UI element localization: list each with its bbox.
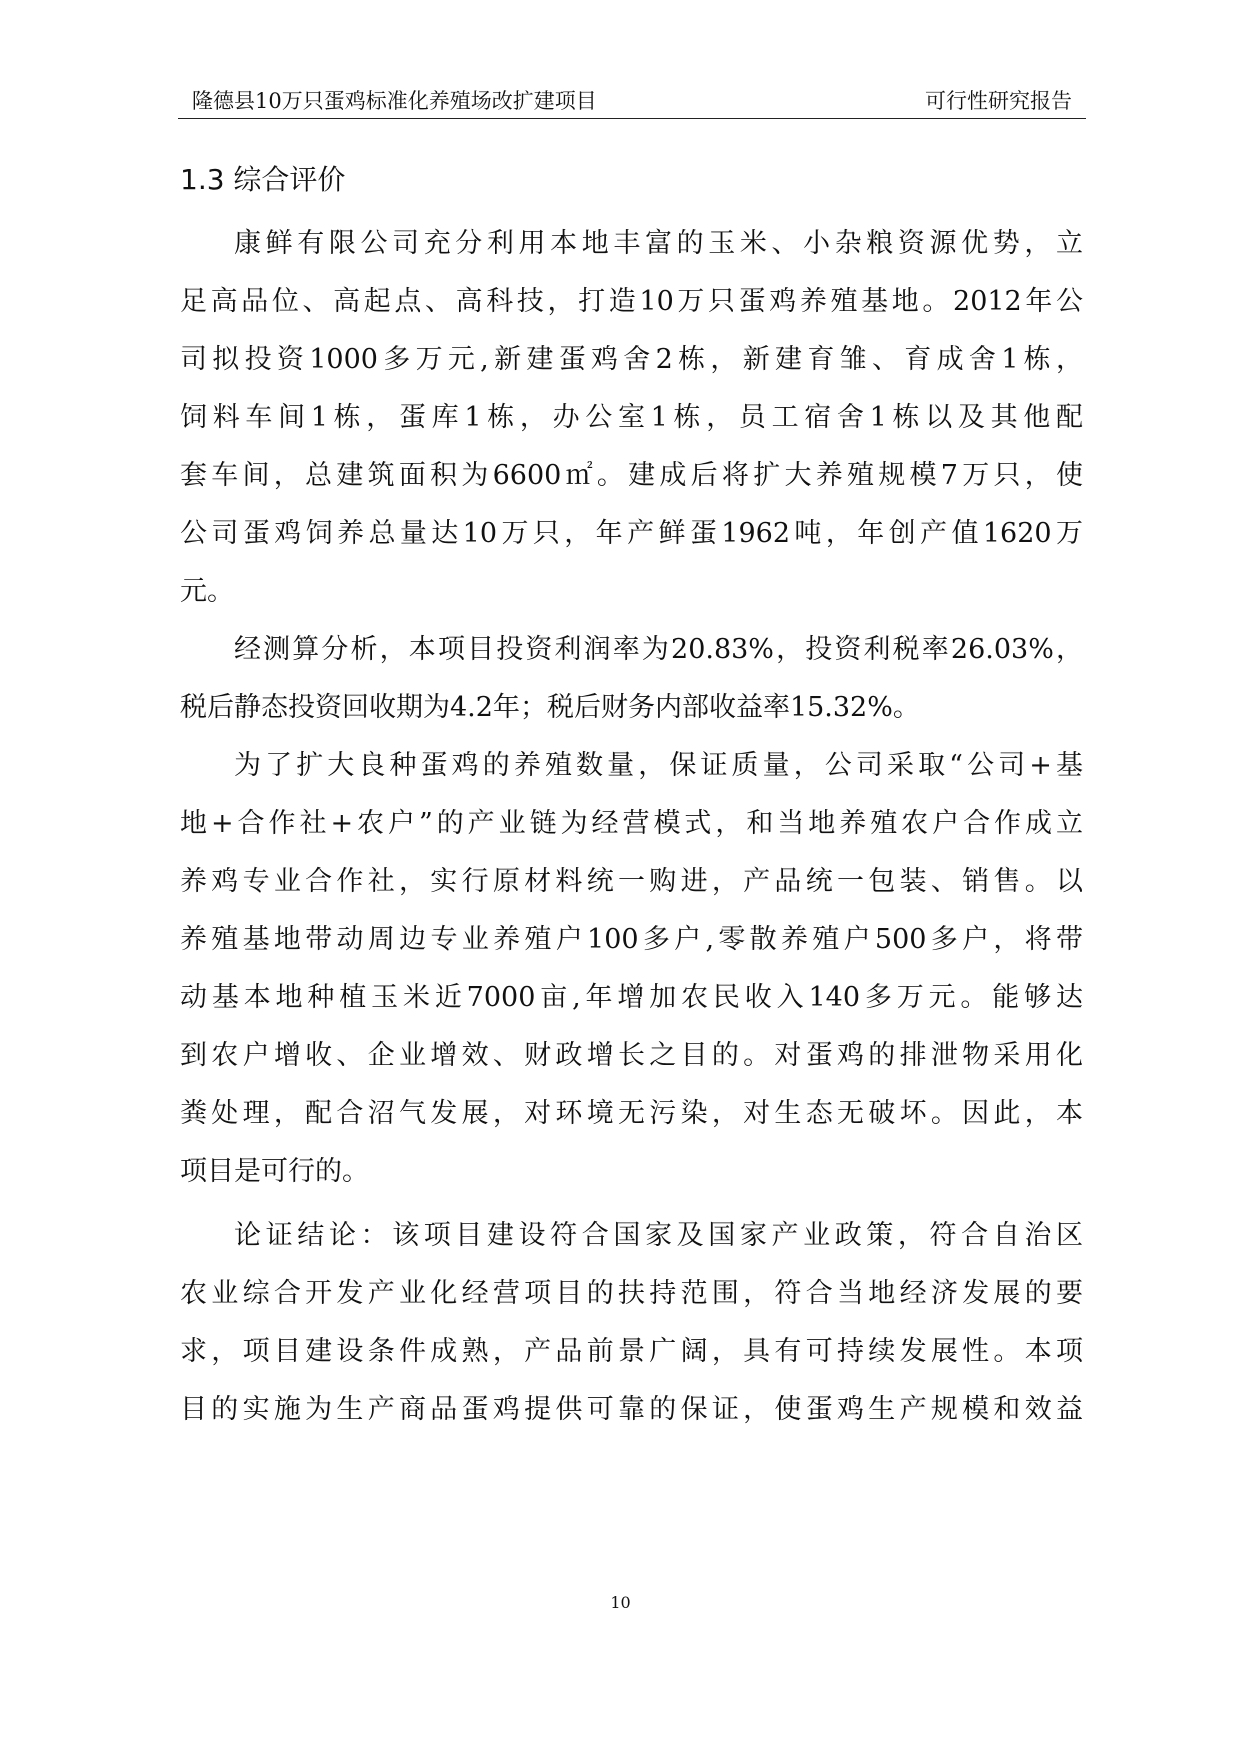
text-line: 元。: [180, 576, 234, 607]
text-line: 足高品位、高起点、高科技，打造10万只蛋鸡养殖基地。2012年公: [180, 286, 1083, 317]
text-line: 经测算分析，本项目投资利润率为20.83%，投资利税率26.03%，: [234, 634, 1083, 665]
text-line: 养殖基地带动周边专业养殖户100多户,零散养殖户500多户，将带: [180, 924, 1083, 955]
text-line: 目的实施为生产商品蛋鸡提供可靠的保证，使蛋鸡生产规模和效益: [180, 1394, 1083, 1425]
text-line: 动基本地种植玉米近7000亩,年增加农民收入140多万元。能够达: [180, 982, 1083, 1013]
text-line: 为了扩大良种蛋鸡的养殖数量，保证质量，公司采取“公司+基: [234, 750, 1083, 781]
text-line: 求，项目建设条件成熟，产品前景广阔，具有可持续发展性。本项: [180, 1336, 1083, 1367]
text-line: 粪处理，配合沼气发展，对环境无污染，对生态无破坏。因此，本: [180, 1098, 1083, 1129]
text-line: 农业综合开发产业化经营项目的扶持范围，符合当地经济发展的要: [180, 1278, 1083, 1309]
text-line: 康鲜有限公司充分利用本地丰富的玉米、小杂粮资源优势，立: [234, 228, 1083, 259]
text-line: 司拟投资1000多万元,新建蛋鸡舍2栋，新建育雏、育成舍1栋，: [180, 344, 1083, 375]
section-title: 1.3 综合评价: [180, 163, 346, 196]
text-line: 套车间，总建筑面积为6600㎡。建成后将扩大养殖规模7万只，使: [180, 460, 1083, 491]
page-header: [178, 84, 1086, 119]
header-report-type: 可行性研究报告: [925, 89, 1072, 113]
text-line: 税后静态投资回收期为4.2年；税后财务内部收益率15.32%。: [180, 692, 920, 723]
text-line: 养鸡专业合作社，实行原材料统一购进，产品统一包装、销售。以: [180, 866, 1083, 897]
text-line: 公司蛋鸡饲养总量达10万只，年产鲜蛋1962吨，年创产值1620万: [180, 518, 1083, 549]
header-document-title: 隆德县10万只蛋鸡标准化养殖场改扩建项目: [192, 89, 597, 113]
text-line: 论证结论：该项目建设符合国家及国家产业政策，符合自治区: [234, 1220, 1083, 1251]
text-line: 地+合作社+农户”的产业链为经营模式，和当地养殖农户合作成立: [180, 808, 1083, 839]
text-line: 到农户增收、企业增效、财政增长之目的。对蛋鸡的排泄物采用化: [180, 1040, 1083, 1071]
text-line: 项目是可行的。: [180, 1156, 369, 1187]
text-line: 饲料车间1栋，蛋库1栋，办公室1栋，员工宿舍1栋以及其他配: [180, 402, 1083, 433]
page-number: 10: [610, 1593, 631, 1612]
